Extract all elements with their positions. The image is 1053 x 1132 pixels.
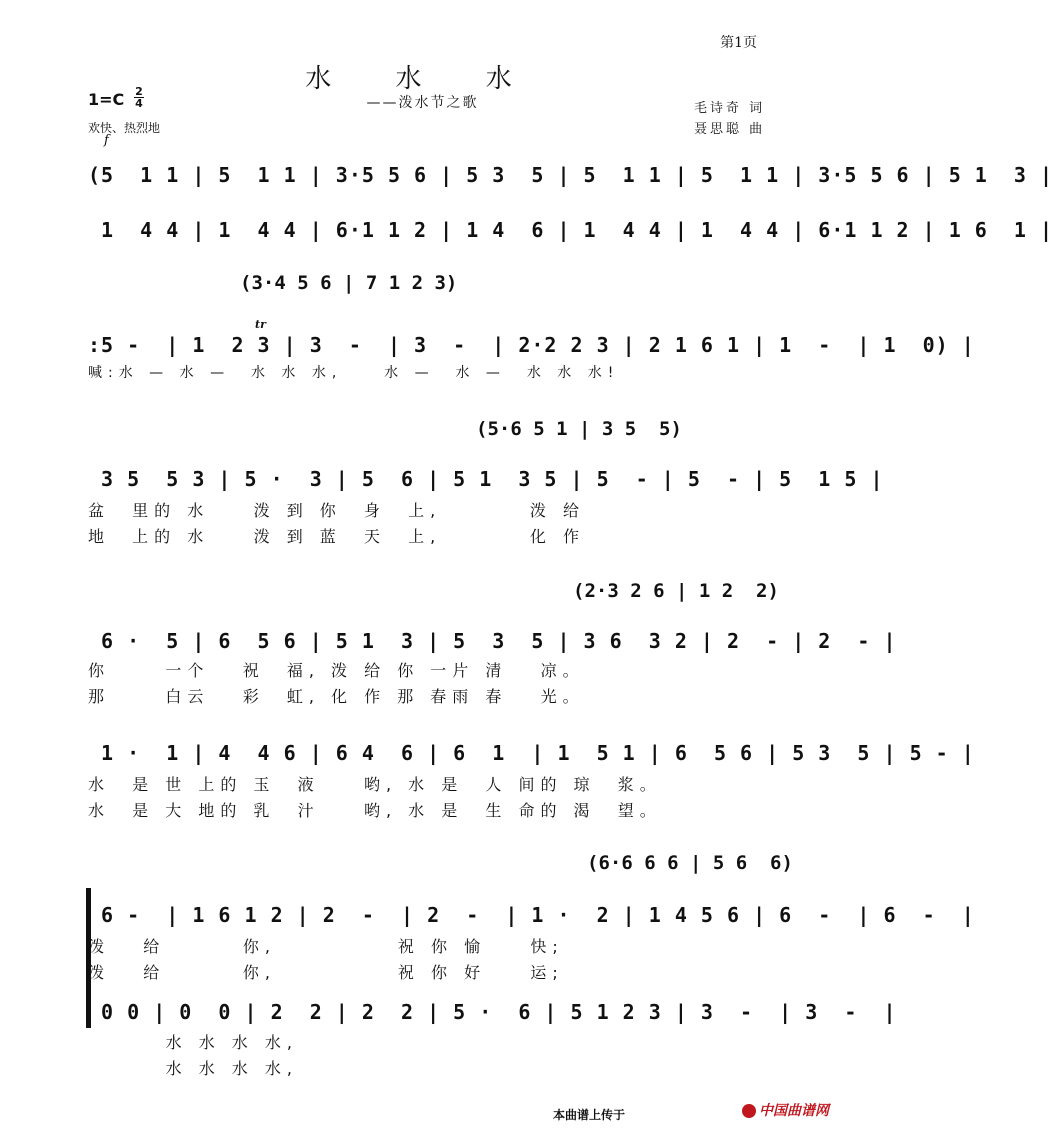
time-signature [134,86,144,109]
lyric-line-6: 水 是 世 上的 玉 液 哟, 水 是 人 间的 琼 浆。 [88,775,662,794]
notation-text: 6 · 5 | 6 5 6 | 5 1 3 | 5 3 5 | 3 6 3 2 | 2 - | 2 - | [88,629,897,653]
notation-text: 0 0 | 0 0 | 2 2 | 2 2 | 5 · 6 | 5 1 2 3 | 3 - | 3 - | [88,1000,897,1024]
trill-mark: tr [255,318,266,331]
lyric-line-5: 那 白云 彩 虹, 化 作 那 春雨 春 光。 [88,687,585,706]
notation-text: :5 - | 1 2 3 | 3 - | 3 - | 2·2 2 3 | 2 1 6 1 | 1 - | 1 0) | [88,333,975,357]
song-subtitle: ——泼水节之歌 [366,95,479,111]
notation-row-5 [88,626,897,656]
lyric-line-2: 盆 里的 水 泼 到 你 身 上, 泼 给 [88,501,585,520]
lyric-line-10: 水 水 水 水, [88,1033,298,1052]
notation-text: 1 · 1 | 4 4 6 | 6 4 6 | 6 1 | 1 5 1 | 6 5 6 | 5 3 5 | 5 - | [88,741,975,765]
lyric-line-1: 喊:水 — 水 — 水 水 水, 水 — 水 — 水 水 水! [88,365,620,381]
tempo-marking: 欢快、热烈地 [88,121,161,135]
intro-bracket-4: (6·6 6 6 | 5 6 6) [587,852,793,874]
dynamic-marking: f [104,133,109,148]
lyric-line-9: 泼 给 你, 祝 你 好 运; [88,963,564,982]
logo-icon [742,1104,756,1118]
intro-bracket-1: (3·4 5 6 | 7 1 2 3) [240,272,458,294]
intro-bracket-2: (5·6 5 1 | 3 5 5) [476,418,682,440]
lyric-line-4: 你 一个 祝 福, 泼 给 你 一片 清 凉。 [88,661,585,680]
upload-note: 本曲谱上传于 [552,1108,625,1122]
intro-bracket-3: (2·3 2 6 | 1 2 2) [573,580,779,602]
notation-text: 3 5 5 3 | 5 · 3 | 5 6 | 5 1 3 5 | 5 - | 5 - | 5 1 5 | [88,467,884,491]
notation-row-3 [88,330,975,360]
lyric-line-11: 水 水 水 水, [88,1059,298,1078]
notation-row-4 [88,464,884,494]
lyric-line-8: 泼 给 你, 祝 你 愉 快; [88,937,564,956]
notation-row-2 [88,215,1053,245]
time-sig-bottom: 4 [135,97,143,110]
notation-row-1 [88,160,1053,190]
key-signature: 1=C [88,90,125,109]
notation-text: (5 1 1 | 5 1 1 | 3·5 5 6 | 5 3 5 | 5 1 1 | 5 1 1 | 3·5 5 6 | 5 1 3 | [88,163,1053,187]
time-sig-top: 2 [135,85,143,98]
lyricist-credit: 毛诗奇 词 [694,101,766,116]
notation-row-8 [88,997,897,1027]
lyric-line-3: 地 上的 水 泼 到 蓝 天 上, 化 作 [88,527,585,546]
site-logo [742,1100,829,1120]
notation-text: 6 - | 1 6 1 2 | 2 - | 2 - | 1 · 2 | 1 4 5 6 | 6 - | 6 - | [88,903,975,927]
notation-row-7 [88,900,975,930]
logo-text: 中国曲谱网 [759,1103,829,1119]
page-number: 第1页 [720,35,757,51]
lyric-line-7: 水 是 大 地的 乳 汁 哟, 水 是 生 命的 渴 望。 [88,801,662,820]
notation-row-6 [88,738,975,768]
composer-credit: 聂思聪 曲 [694,122,766,137]
notation-text: 1 4 4 | 1 4 4 | 6·1 1 2 | 1 4 6 | 1 4 4 | 1 4 4 | 6·1 1 2 | 1 6 1 | [88,218,1053,242]
song-title: 水 水 水 [305,64,540,94]
